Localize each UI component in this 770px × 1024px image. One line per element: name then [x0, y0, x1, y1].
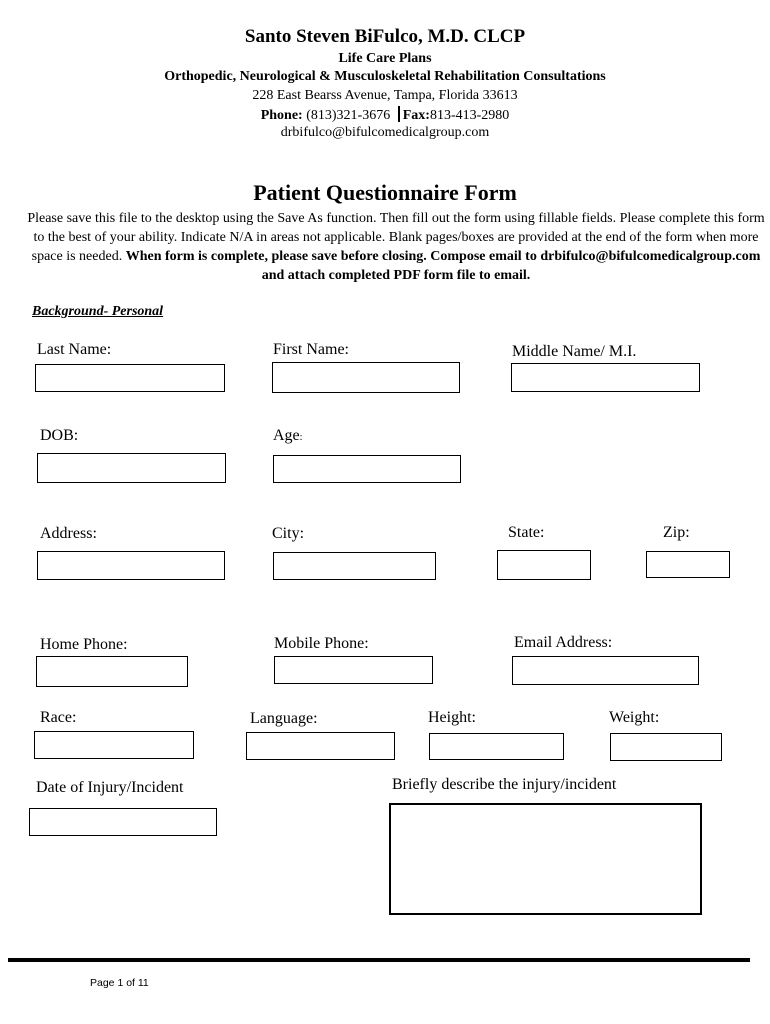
- city-label: City:: [272, 525, 305, 542]
- mobile-phone-input[interactable]: [274, 656, 433, 684]
- form-instructions: [22, 209, 770, 285]
- email-address-label: Email Address:: [514, 634, 613, 651]
- height-input[interactable]: [429, 733, 564, 760]
- race-input[interactable]: [34, 731, 194, 759]
- age-label-colon: :: [299, 432, 303, 443]
- dob-input[interactable]: [37, 453, 226, 483]
- phone-label: Phone:: [260, 108, 303, 123]
- language-input[interactable]: [246, 732, 395, 760]
- phone-number: (813)321-3676: [306, 108, 391, 123]
- weight-label: Weight:: [609, 709, 660, 726]
- describe-injury-textarea[interactable]: [389, 803, 702, 915]
- separator: [398, 106, 400, 122]
- city-input[interactable]: [273, 552, 436, 580]
- age-label: [273, 427, 302, 445]
- mobile-phone-label: Mobile Phone:: [274, 635, 369, 652]
- first-name-label: First Name:: [273, 341, 349, 358]
- practice-specialty: Orthopedic, Neurological & Musculoskeletal Rehabilitation Consultations: [164, 69, 606, 84]
- email-address-input[interactable]: [512, 656, 699, 685]
- practice-address: 228 East Bearss Avenue, Tampa, Florida 33613: [252, 88, 518, 103]
- doctor-name: Santo Steven BiFulco, M.D. CLCP: [244, 26, 526, 47]
- last-name-input[interactable]: [35, 364, 225, 392]
- address-input[interactable]: [37, 551, 225, 580]
- page-number: Page 1 of 11: [90, 977, 149, 989]
- home-phone-label: Home Phone:: [40, 636, 128, 653]
- middle-name-label: Middle Name/ M.I.: [512, 343, 637, 360]
- practice-subtitle: Life Care Plans: [338, 51, 432, 66]
- zip-input[interactable]: [646, 551, 730, 578]
- language-label: Language:: [250, 710, 318, 727]
- race-label: Race:: [40, 709, 77, 726]
- date-of-injury-input[interactable]: [29, 808, 217, 836]
- dob-label: DOB:: [40, 427, 79, 444]
- state-label: State:: [508, 524, 545, 541]
- first-name-input[interactable]: [272, 362, 460, 393]
- contact-phone-fax: [0, 106, 770, 124]
- instructions-text: Please save this file to the desktop using the Save As function. Then fill out the form using fillable fields. Please complete this form to the best of your ability. Indicate N/A in areas not applicable. Blank pages/boxes are provided at the end of the form when more space is needed.: [27, 211, 765, 264]
- middle-name-input[interactable]: [511, 363, 700, 392]
- fax-number: 813-413-2980: [429, 108, 510, 123]
- footer-divider: [8, 958, 750, 962]
- zip-label: Zip:: [663, 524, 690, 541]
- home-phone-input[interactable]: [36, 656, 188, 687]
- age-label-text: Age: [273, 427, 300, 444]
- describe-injury-label: Briefly describe the injury/incident: [392, 776, 617, 793]
- instructions-bold-text: When form is complete, please save before closing. Compose email to drbifulco@bifulcomedicalgroup.com and attach completed PDF form file to email.: [125, 249, 761, 283]
- contact-email: drbifulco@bifulcomedicalgroup.com: [280, 125, 490, 140]
- section-heading: Background- Personal: [32, 304, 164, 319]
- fax-label: Fax:: [402, 108, 430, 123]
- form-title: Patient Questionnaire Form: [253, 180, 517, 205]
- date-of-injury-label: Date of Injury/Incident: [36, 779, 184, 796]
- weight-input[interactable]: [610, 733, 722, 761]
- address-label: Address:: [40, 525, 97, 542]
- state-input[interactable]: [497, 550, 591, 580]
- last-name-label: Last Name:: [37, 341, 112, 358]
- height-label: Height:: [428, 709, 476, 726]
- age-input[interactable]: [273, 455, 461, 483]
